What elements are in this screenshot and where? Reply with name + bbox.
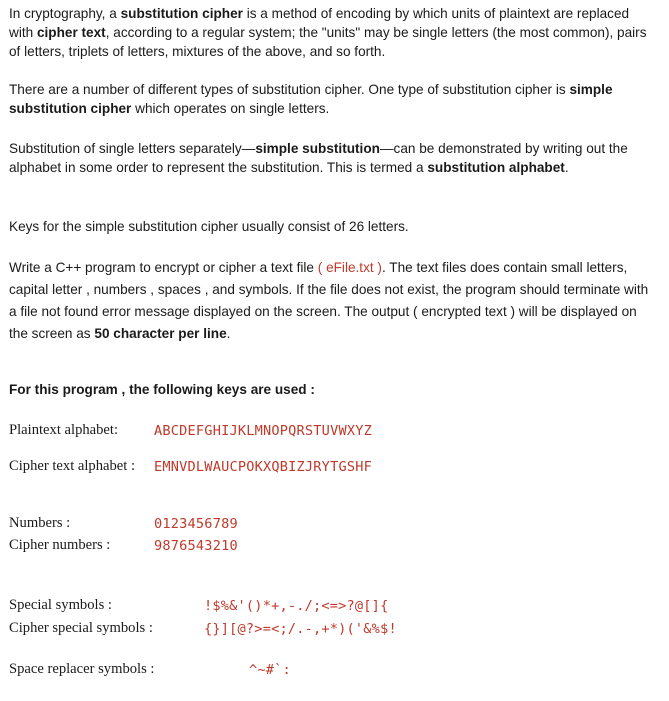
assignment-paragraph: Write a C++ program to encrypt or cipher a text file ( eFile.txt ). The text files does contain small letters, capital letter , numbers , spaces , and symbols. If the file does not exist, the program should terminate with a file not found error message displayed on the screen. The output ( encrypted text ) will be displayed on the screen as 50 character per line. xyxy=(9,260,649,341)
special-value: !$%&'()*+,-./;<=>?@[]{ xyxy=(204,598,389,614)
types-paragraph: There are a number of different types of substitution cipher. One type of substitution cipher is simple substitution cipher which operates on single letters. xyxy=(9,82,613,116)
cipher-value: EMNVDLWAUCPOKXQBIZJRYTGSHF xyxy=(154,459,372,475)
cipher-numbers-label: Cipher numbers : xyxy=(9,537,111,553)
cipher-special-value: {}][@?>=<;/.-,+*)('&%$! xyxy=(204,621,397,637)
cipher-numbers-value: 9876543210 xyxy=(154,538,238,554)
file-name: ( eFile.txt ) xyxy=(317,260,382,275)
space-label: Space replacer symbols : xyxy=(9,661,155,677)
plaintext-label: Plaintext alphabet: xyxy=(9,422,119,438)
plaintext-value: ABCDEFGHIJKLMNOPQRSTUVWXYZ xyxy=(154,423,372,439)
special-label: Special symbols : xyxy=(9,597,112,613)
keys-heading: For this program , the following keys are used : xyxy=(9,382,315,397)
simple-substitution-paragraph: Substitution of single letters separately—simple substitution—can be demonstrated by writing out the alphabet in some order to represent the substitution. This is termed a substitution alphabet. xyxy=(9,141,628,175)
cipher-label: Cipher text alphabet : xyxy=(9,458,136,474)
numbers-label: Numbers : xyxy=(9,515,71,531)
space-value: ^~#`: xyxy=(249,662,291,678)
intro-paragraph: In cryptography, a substitution cipher is a method of encoding by which units of plaintext are replaced with cipher text, according to a regular system; the "units" may be single letters (the most common), pairs of letters, triplets of letters, mixtures of the above, and so forth. xyxy=(9,6,647,59)
cipher-special-label: Cipher special symbols : xyxy=(9,620,153,636)
numbers-value: 0123456789 xyxy=(154,516,238,532)
keys-paragraph: Keys for the simple substitution cipher usually consist of 26 letters. xyxy=(9,219,409,234)
